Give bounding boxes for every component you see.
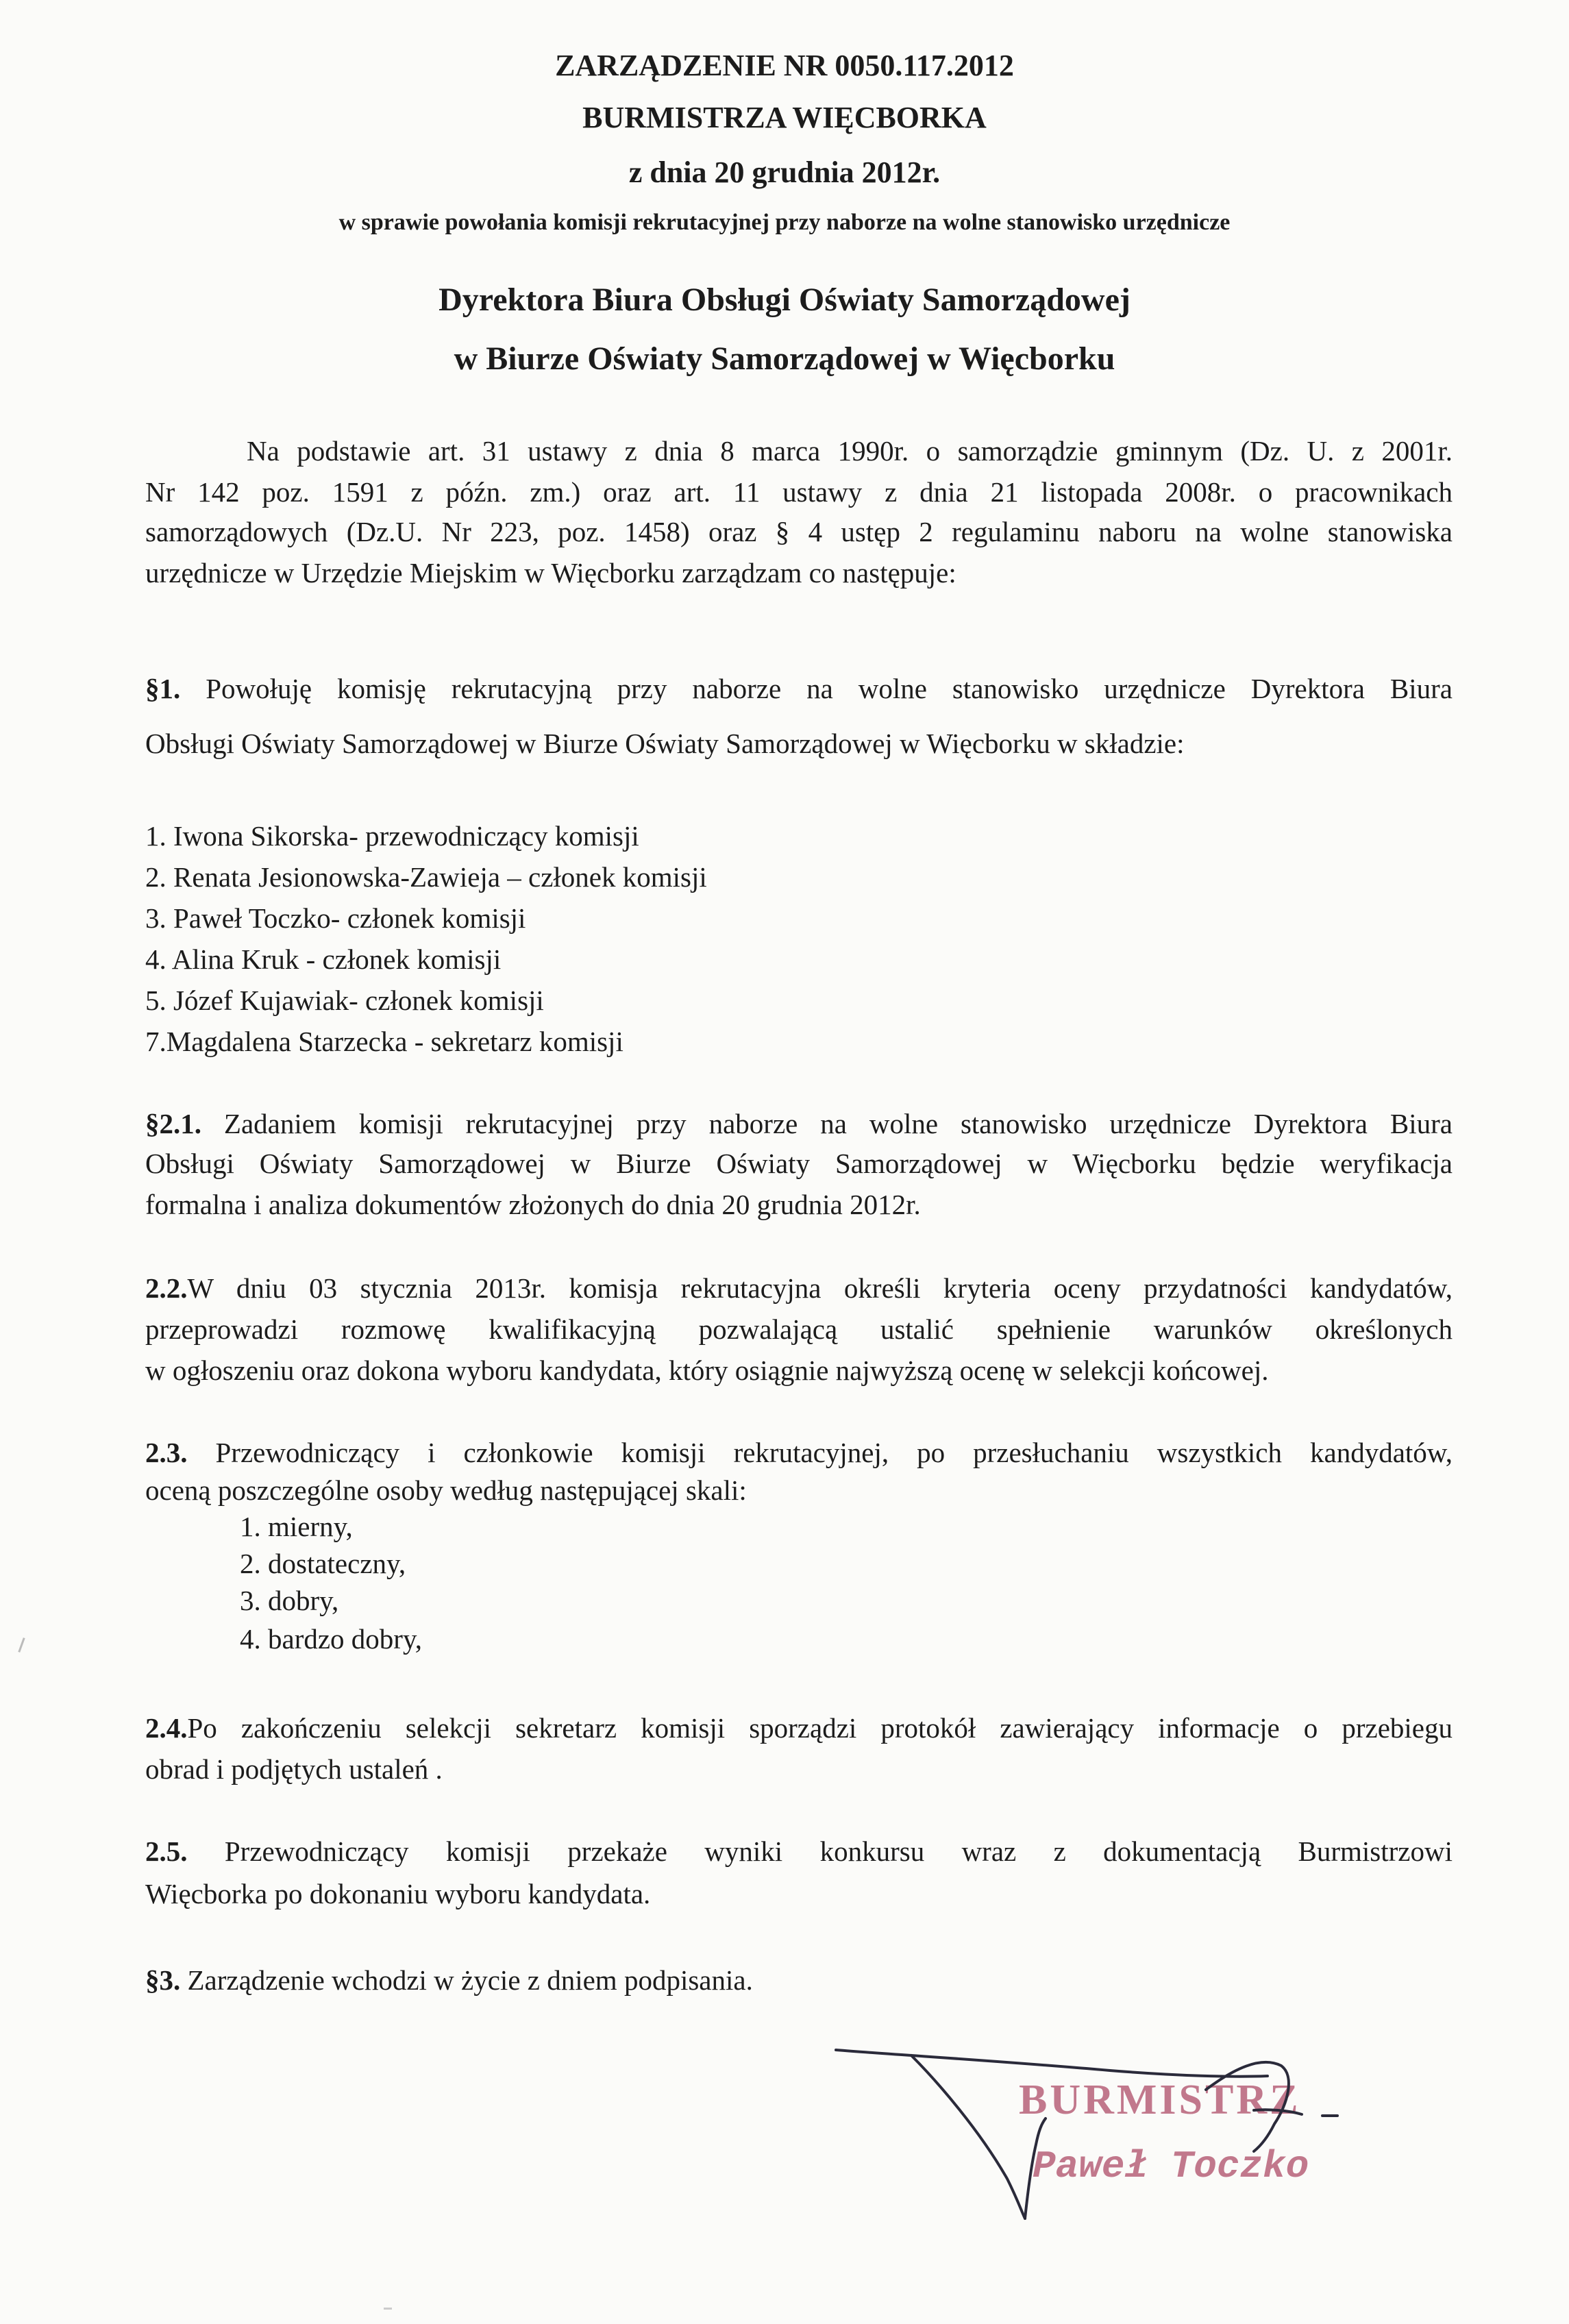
section-2-3-line1: 2.3. Przewodniczący i członkowie komisji rekrutacyjnej, po przesłuchaniu wszystkich kandydatów,: [145, 1437, 1453, 1468]
section-2-1-line3: formalna i analiza dokumentów złożonych do dnia 20 grudnia 2012r.: [145, 1189, 921, 1220]
section-1-line2: Obsługi Oświaty Samorządowej w Biurze Oświaty Samorządowej w Więcborku w składzie:: [145, 728, 1185, 759]
section-2-2-line1: 2.2.W dniu 03 stycznia 2013r. komisja rekrutacyjna określi kryteria oceny przydatności kandydatów,: [145, 1272, 1453, 1304]
scale-item: 1. mierny,: [240, 1511, 353, 1542]
position-title-line2: w Biurze Oświaty Samorządowej w Więcborku: [454, 341, 1115, 377]
section-mark: 2.2.: [145, 1272, 188, 1304]
committee-member: 5. Józef Kujawiak- członek komisji: [145, 985, 544, 1016]
committee-member: 7.Magdalena Starzecka - sekretarz komisji: [145, 1026, 623, 1057]
section-2-1-line1: §2.1. Zadaniem komisji rekrutacyjnej przy naborze na wolne stanowisko urzędnicze Dyrektora Biura: [145, 1108, 1453, 1139]
section-2-2-line2: przeprowadzi rozmowę kwalifikacyjną pozwalającą ustalić spełnienie warunków określonych: [145, 1313, 1453, 1345]
committee-member: 3. Paweł Toczko- członek komisji: [145, 902, 526, 934]
scan-speck: [384, 2308, 392, 2310]
section-2-4-line2: obrad i podjętych ustaleń .: [145, 1753, 443, 1785]
official-stamp-name: Paweł Toczko: [1033, 2144, 1309, 2188]
committee-member: 2. Renata Jesionowska-Zawieja – członek komisji: [145, 861, 707, 893]
handwritten-signature: [822, 2028, 1357, 2234]
document-title: ZARZĄDZENIE NR 0050.117.2012: [555, 49, 1014, 82]
committee-member: 4. Alina Kruk - członek komisji: [145, 943, 502, 975]
section-2-2-line3: w ogłoszeniu oraz dokona wyboru kandydata, który osiągnie najwyższą ocenę w selekcji końcowej.: [145, 1355, 1269, 1386]
section-2-5-line2: Więcborka po dokonaniu wyboru kandydata.: [145, 1878, 651, 1909]
section-mark: 2.5.: [145, 1835, 188, 1867]
scale-item: 2. dostateczny,: [240, 1548, 406, 1579]
section-1-line1: §1. Powołuję komisję rekrutacyjną przy naborze na wolne stanowisko urzędnicze Dyrektora Biura: [145, 673, 1453, 704]
section-mark: 2.3.: [145, 1437, 188, 1468]
preamble-line: urzędnicze w Urzędzie Miejskim w Więcborku zarządzam co następuje:: [145, 557, 956, 589]
committee-member: 1. Iwona Sikorska- przewodniczący komisji: [145, 820, 639, 852]
section-2-5-line1: 2.5. Przewodniczący komisji przekaże wyniki konkursu wraz z dokumentacją Burmistrzowi: [145, 1835, 1453, 1867]
scale-item: 4. bardzo dobry,: [240, 1623, 423, 1655]
scan-speck: [18, 1637, 25, 1653]
section-mark: §3.: [145, 1964, 181, 1996]
preamble-line: Na podstawie art. 31 ustawy z dnia 8 marca 1990r. o samorządzie gminnym (Dz. U. z 2001r.: [247, 435, 1453, 467]
section-2-3-line2: oceną poszczególne osoby według następującej skali:: [145, 1474, 747, 1506]
preamble-line: Nr 142 poz. 1591 z późn. zm.) oraz art. 11 ustawy z dnia 21 listopada 2008r. o pracownikach: [145, 476, 1453, 508]
document-date: z dnia 20 grudnia 2012r.: [628, 156, 941, 189]
preamble-line: samorządowych (Dz.U. Nr 223, poz. 1458) oraz § 4 ustęp 2 regulaminu naboru na wolne stanowiska: [145, 516, 1453, 547]
scale-item: 3. dobry,: [240, 1585, 339, 1616]
section-mark: 2.4.: [145, 1712, 188, 1744]
section-mark: §2.1.: [145, 1108, 201, 1139]
section-2-4-line1: 2.4.Po zakończeniu selekcji sekretarz komisji sporządzi protokół zawierający informacje o przebiegu: [145, 1712, 1453, 1744]
document-subject: w sprawie powołania komisji rekrutacyjnej przy naborze na wolne stanowisko urzędnicze: [338, 210, 1231, 235]
section-2-1-line2: Obsługi Oświaty Samorządowej w Biurze Oświaty Samorządowej w Więcborku będzie weryfikacja: [145, 1148, 1453, 1179]
section-mark: §1.: [145, 673, 181, 704]
position-title-line1: Dyrektora Biura Obsługi Oświaty Samorządowej: [438, 282, 1131, 318]
official-stamp-title: BURMISTRZ: [1019, 2077, 1301, 2123]
issuing-authority: BURMISTRZA WIĘCBORKA: [582, 101, 987, 134]
section-3: §3. Zarządzenie wchodzi w życie z dniem podpisania.: [145, 1964, 753, 1996]
